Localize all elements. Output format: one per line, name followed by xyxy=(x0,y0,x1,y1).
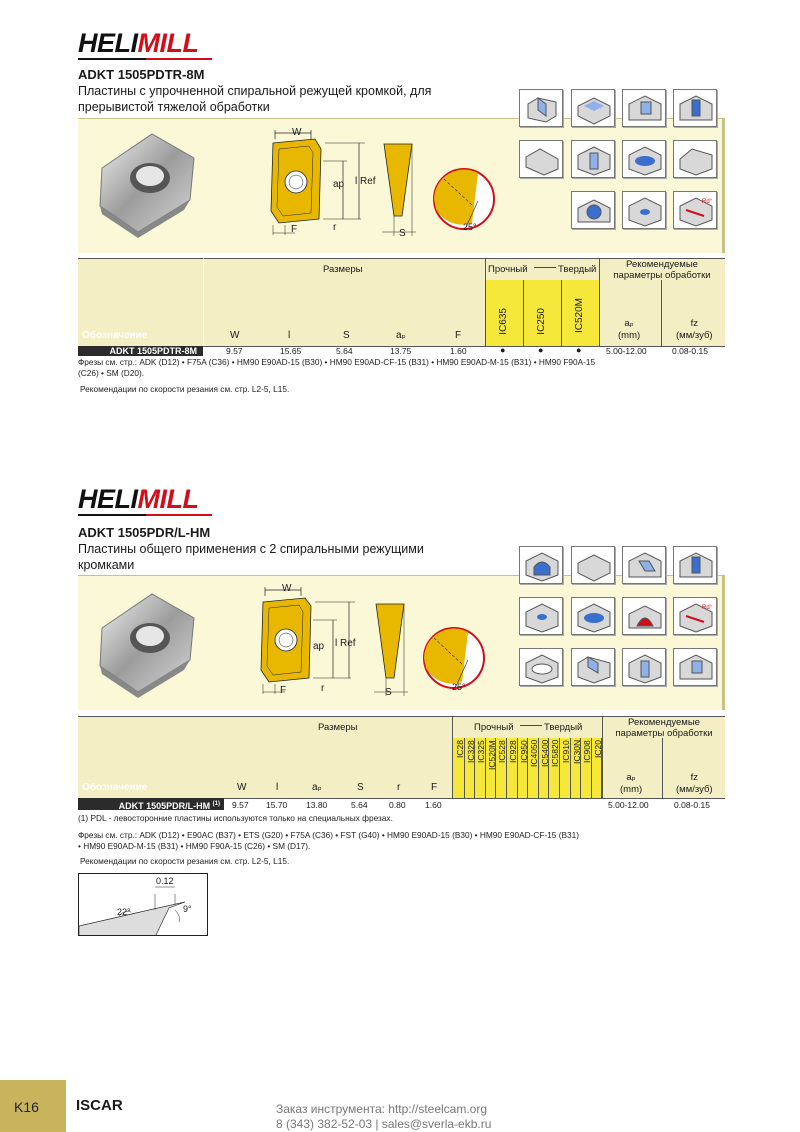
grade-IC528: IC528 xyxy=(497,740,508,763)
reco-fz-header: fz (мм/зуб) xyxy=(676,318,713,341)
application-icon-plunge xyxy=(571,191,615,229)
row-F: 1.60 xyxy=(450,346,467,356)
application-icon-face xyxy=(571,89,615,127)
row-grade-IC635: ● xyxy=(500,345,506,355)
dim-F-2: F xyxy=(280,685,287,696)
logo-underline-red xyxy=(146,58,212,60)
col-W: W xyxy=(230,330,240,341)
tough-hard-arrow-2 xyxy=(520,725,542,726)
grade-IC908: IC908 xyxy=(582,740,593,763)
row-l: 15.65 xyxy=(280,346,302,356)
header-hard: Твердый xyxy=(558,264,597,275)
logo-underline-red-2 xyxy=(146,514,212,516)
application-icon-slot xyxy=(673,89,717,127)
application-icon-ramping xyxy=(673,191,717,229)
header-reco-2: Рекомендуемые параметры обработки xyxy=(615,717,713,739)
header-sizes: Размеры xyxy=(323,264,363,275)
helimill-logo-2: HELIMILL xyxy=(78,484,199,514)
application-icon-chamfer xyxy=(673,140,717,178)
order-website[interactable]: Заказ инструмента: http://steelcam.org xyxy=(276,1102,488,1116)
col-S-2: S xyxy=(357,782,364,793)
col-ap: aₚ xyxy=(396,330,406,341)
spec-table-1 xyxy=(78,258,725,354)
application-icon-edge xyxy=(519,140,563,178)
product-code: ADKT 1505PDTR-8M xyxy=(78,67,205,82)
col-ap-2: aₚ xyxy=(312,782,322,793)
col-l: l xyxy=(288,330,291,341)
application-icon-face-2 xyxy=(571,546,615,584)
grade-IC910: IC910 xyxy=(561,740,571,763)
order-phone-email[interactable]: 8 (343) 382-52-03 | sales@sverla-ekb.ru xyxy=(276,1117,492,1131)
mill-references-1: Фрезы см. стр.: ADK (D12) • F75A (C36) • HM90 E90AD-15 (B30) • HM90 E90AD-CF-15 (B31) • HM90 E90AD-M-15 (B31) • HM90 F90A-15 (C26) • SM (D20). xyxy=(78,357,596,378)
dim-ap: ap xyxy=(333,179,345,190)
application-icon-slot-2 xyxy=(673,546,717,584)
angle-25-2: 25° xyxy=(452,682,466,692)
col-W-2: W xyxy=(237,782,247,793)
row-W-2: 9.57 xyxy=(232,800,249,810)
application-icon-pocket-2 xyxy=(571,597,615,635)
reco-fz-header-2: fz (мм/зуб) xyxy=(676,772,713,795)
product-description-2: Пластины общего применения с 2 спиральными режущими кромками xyxy=(78,542,424,572)
row-name-2: ADKT 1505PDR/L-HM $^{(1)}$ xyxy=(78,798,224,810)
application-icon-step-down-2 xyxy=(673,648,717,686)
edge-angle-22: 22° xyxy=(117,907,131,917)
row-name: ADKT 1505PDTR-8M xyxy=(78,346,203,356)
grade-IC950: IC950 xyxy=(518,740,529,763)
application-icon-hole xyxy=(622,191,666,229)
row-grade-IC520M: ● xyxy=(576,345,582,355)
edge-land-value: 0.12 xyxy=(156,876,174,886)
row-r-2: 0.80 xyxy=(389,800,406,810)
grade-IC4050: IC4050 xyxy=(529,740,540,768)
row-W: 9.57 xyxy=(226,346,243,356)
page-tab xyxy=(0,1080,66,1132)
header-sizes-2: Размеры xyxy=(318,722,358,733)
mill-references-2: Фрезы см. стр.: ADK (D12) • E90AC (B37) • ETS (G20) • F75A (C36) • FST (G40) • HM90 E90AD-15 (B30) • HM90 E90AD-CF-15 (B31) • HM90 E90AD-M-15 (B31) • HM90 F90A-15 (C26) • SM (D17). xyxy=(78,830,580,851)
insert-side-drawing-2 xyxy=(370,600,410,700)
reco-ap-header: aₚ (mm) xyxy=(618,318,641,341)
header-tough: Прочный xyxy=(488,264,528,275)
order-contact xyxy=(276,1102,491,1132)
grade-IC28: IC28 xyxy=(455,740,465,758)
helimill-logo: HELIMILL xyxy=(78,28,199,58)
col-name-header-2: Обозначение xyxy=(82,782,148,793)
col-r-2: r xyxy=(397,782,401,793)
application-icon-groove-2 xyxy=(622,648,666,686)
application-icon-shoulder-2 xyxy=(519,546,563,584)
dim-lref-2: l Ref xyxy=(335,638,356,649)
dim-S-2: S xyxy=(385,687,392,698)
angle-25: 25° xyxy=(463,222,477,232)
row-S: 5.64 xyxy=(336,346,353,356)
dim-lref: l Ref xyxy=(355,176,376,187)
cutting-speed-note-1: Рекомендации по скорости резания см. стр. L2-5, L15. xyxy=(80,384,290,394)
grade-IC635: IC635 xyxy=(498,308,509,335)
col-name-header: Обозначение xyxy=(82,330,148,341)
application-icon-step-2 xyxy=(622,546,666,584)
dim-W-2: W xyxy=(282,583,292,594)
row-l-2: 15.70 xyxy=(266,800,288,810)
dim-W: W xyxy=(292,127,302,138)
grade-IC5820: IC5820 xyxy=(550,740,561,768)
dim-r-2: r xyxy=(321,683,325,694)
header-reco: Рекомендуемые параметры обработки xyxy=(613,259,711,281)
row-ap-2: 13.80 xyxy=(306,800,328,810)
logo-underline xyxy=(78,58,146,60)
grade-IC328: IC328 xyxy=(465,740,476,763)
grade-IC520M: IC520M xyxy=(574,298,585,334)
row-reco-ap: 5.00-12.00 xyxy=(606,346,647,356)
col-F: F xyxy=(455,330,462,341)
insert-photo xyxy=(94,128,204,240)
row-S-2: 5.64 xyxy=(351,800,368,810)
edge-angle-9: 9° xyxy=(183,904,192,914)
cutting-speed-note-2: Рекомендации по скорости резания см. стр. L2-5, L15. xyxy=(80,856,290,866)
application-icon-profile-2 xyxy=(571,648,615,686)
col-F-2: F xyxy=(431,782,438,793)
svg-text:Rd°: Rd° xyxy=(702,605,713,611)
application-icon-shoulder xyxy=(519,89,563,127)
svg-text:Rd°: Rd° xyxy=(702,199,713,205)
application-icon-plunge-2 xyxy=(622,597,666,635)
application-icon-pocket-oval-2 xyxy=(519,648,563,686)
dim-S: S xyxy=(399,228,406,239)
grade-IC325: IC325 xyxy=(476,740,487,763)
iscar-brand: ISCAR xyxy=(76,1097,123,1114)
application-icon-groove xyxy=(571,140,615,178)
spec-table-2 xyxy=(78,716,725,812)
col-l-2: l xyxy=(276,782,279,793)
row-grade-IC250: ● xyxy=(538,345,544,355)
application-icon-step xyxy=(622,89,666,127)
product-code-2: ADKT 1505PDR/L-HM xyxy=(78,525,211,540)
row-ap: 13.75 xyxy=(390,346,412,356)
grade-IC20: IC20 xyxy=(592,740,603,758)
insert-side-drawing xyxy=(378,140,418,240)
reco-ap-header-2: aₚ (mm) xyxy=(620,772,643,795)
footnote-pdl: (1) PDL - левосторонние пластины используются только на специальных фрезах. xyxy=(78,813,393,823)
application-icon-ramping-2 xyxy=(673,597,717,635)
row-reco-fz: 0.08-0.15 xyxy=(672,346,708,356)
page-number: K16 xyxy=(14,1099,39,1115)
grade-IC520M: IC520M xyxy=(486,740,497,770)
grade-IC928: IC928 xyxy=(508,740,518,763)
grade-IC30N: IC30N xyxy=(571,740,582,765)
dim-F: F xyxy=(291,224,298,235)
grade-IC250: IC250 xyxy=(536,308,547,335)
header-hard-2: Твердый xyxy=(544,722,583,733)
header-tough-2: Прочный xyxy=(474,722,514,733)
row-reco-fz-2: 0.08-0.15 xyxy=(674,800,710,810)
insert-photo-2 xyxy=(94,588,204,700)
application-icon-hole-2 xyxy=(519,597,563,635)
application-icon-pocket xyxy=(622,140,666,178)
row-F-2: 1.60 xyxy=(425,800,442,810)
dim-r: r xyxy=(333,222,337,233)
tough-hard-arrow xyxy=(534,267,556,268)
product-description: Пластины с упрочненной спиральной режущей кромкой, для прерывистой тяжелой обработки xyxy=(78,84,432,114)
dim-ap-2: ap xyxy=(313,641,325,652)
grade-IC5400: IC5400 xyxy=(539,740,550,768)
col-S: S xyxy=(343,330,350,341)
row-reco-ap-2: 5.00-12.00 xyxy=(608,800,649,810)
logo-underline-2 xyxy=(78,514,146,516)
